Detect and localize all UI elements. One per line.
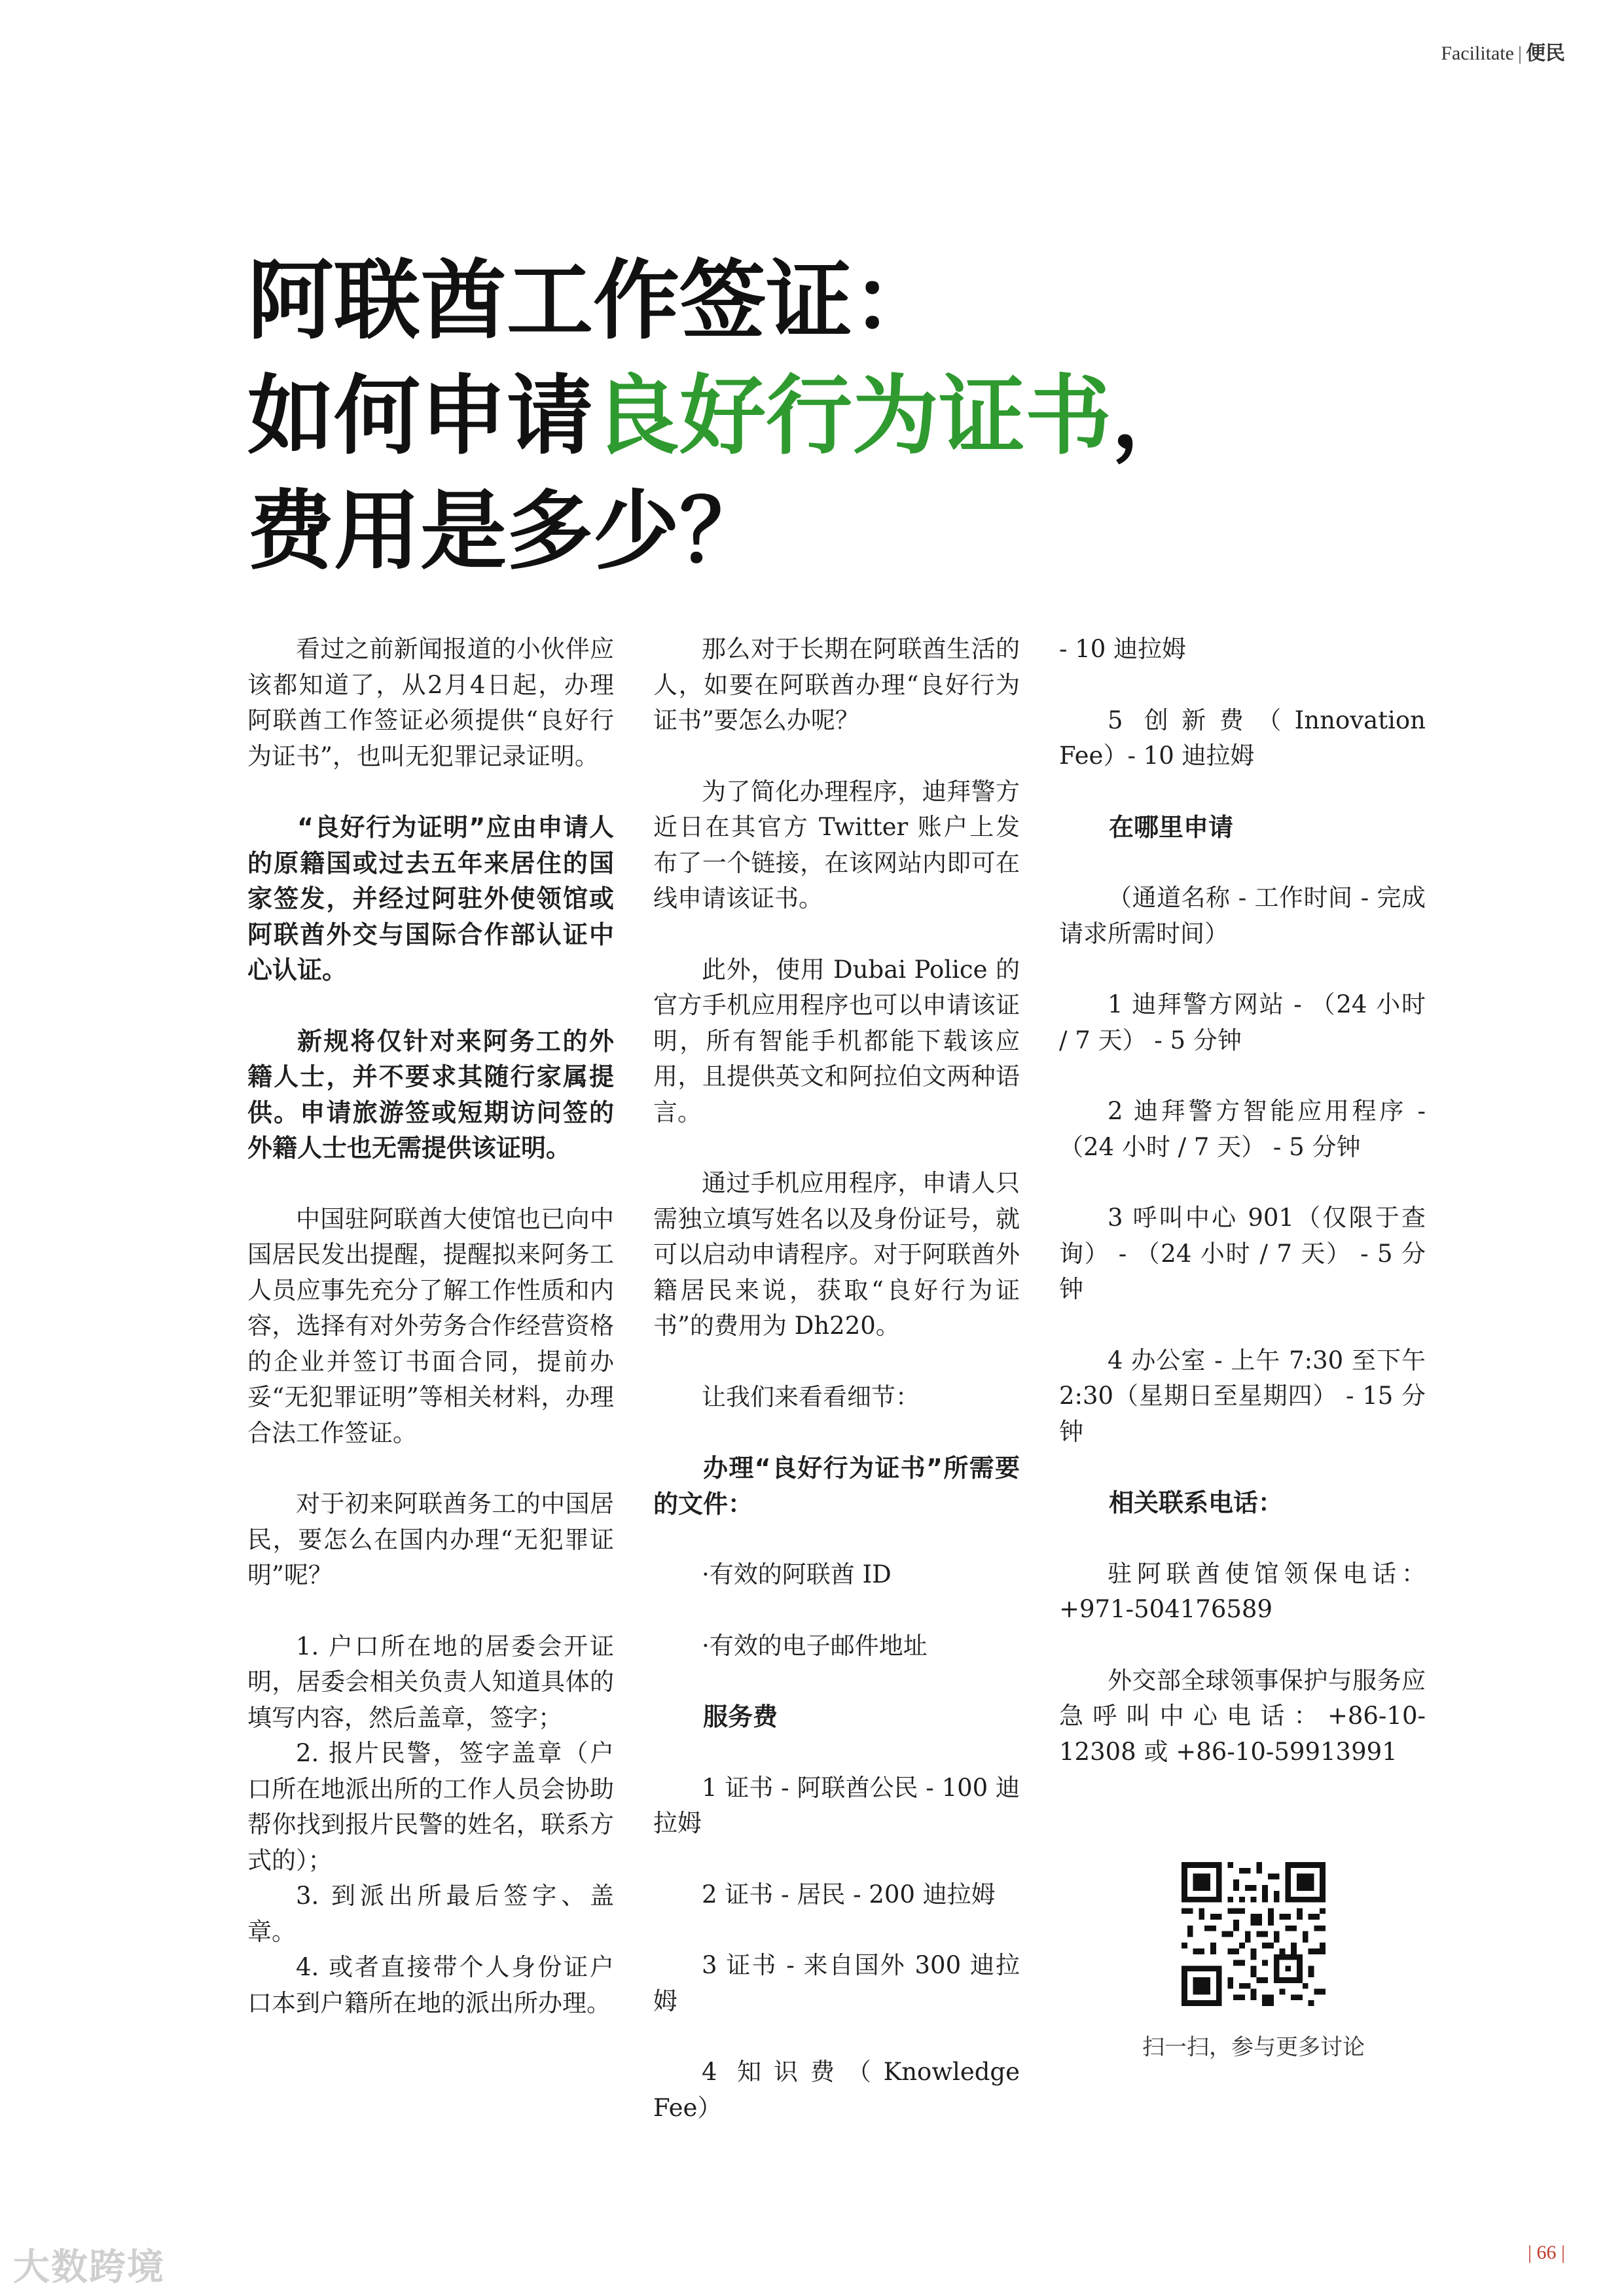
section-tag [1441,37,1565,65]
article-title [247,243,1198,589]
fee-item: 4 知识费（Knowledge Fee） [653,2058,1020,2122]
list-item: 1. 户口所在地的居委会开证明，居委会相关负责人知道具体的填写内容，然后盖章，签字； [247,1632,614,1732]
list-item: 3. 到派出所最后签字、盖章。 [247,1882,614,1946]
contact-item: 驻阿联酋使馆领保电话：+971-504176589 [1059,1559,1426,1623]
qr-caption: 扫一扫，参与更多讨论 [1142,2034,1365,2060]
fee-item: 5 创新费（Innovation Fee）- 10 迪拉姆 [1059,706,1426,770]
bold-paragraph: “良好行为证明”应由申请人的原籍国或过去五年来居住的国家签发，并经过阿驻外使领馆或阿联酋外交与国际合作部认证中心认证。 [247,813,614,984]
fee-item-continued: - 10 迪拉姆 [1059,635,1187,663]
title-line-2-pre: 如何申请 [247,366,593,467]
list-item: 4. 或者直接带个人身份证户口本到户籍所在地的派出所办理。 [247,1953,614,2017]
paragraph: 为了简化办理程序，迪拜警方近日在其官方 Twitter 账户上发布了一个链接，在该网站内即可在线申请该证书。 [653,777,1020,912]
title-highlight: 良好行为证书 [593,366,1111,467]
subheading-where: 在哪里申请 [1109,812,1234,842]
list-item: ·有效的电子邮件地址 [702,1631,928,1660]
contact-item: 外交部全球领事保护与服务应急呼叫中心电话：+86-10-12308 或 +86-10-59913991 [1059,1666,1426,1766]
page-number: | 66 | [1527,2242,1565,2263]
channel-item: 2 迪拜警方智能应用程序 - （24 小时 / 7 天） - 5 分钟 [1059,1097,1426,1161]
title-line-2 [247,359,1198,474]
list-item: ·有效的阿联酋 ID [702,1560,892,1588]
column-3 [1059,632,1426,1805]
channel-item: 3 呼叫中心 901（仅限于查询） - （24 小时 / 7 天） - 5 分钟 [1059,1204,1426,1303]
title-line-1: 阿联酋工作签证： [247,251,939,351]
column-2 [653,632,1020,2126]
subheading-fees: 服务费 [703,1702,778,1731]
paragraph: 此外，使用 Dubai Police 的官方手机应用程序也可以申请该证明，所有智能手机都能下载该应用，且提供英文和阿拉伯文两种语言。 [653,955,1020,1126]
section-tag-cn: 便民 [1526,42,1565,65]
title-line-2-post: ， [1111,366,1198,467]
channel-item: 1 迪拜警方网站 - （24 小时 / 7 天） - 5 分钟 [1059,990,1426,1054]
channel-item: 4 办公室 - 上午 7:30 至下午 2:30（星期日至星期四） - 15 分钟 [1059,1346,1426,1446]
paragraph: 通过手机应用程序，申请人只需独立填写姓名以及身份证号，就可以启动申请程序。对于阿联酋外籍居民来说，获取“良好行为证书”的费用为 Dh220。 [653,1169,1020,1340]
paragraph: 那么对于长期在阿联酋生活的人，如要在阿联酋办理“良好行为证书”要怎么办呢？ [653,635,1020,734]
paragraph: 看过之前新闻报道的小伙伴应该都知道了，从2月4日起，办理阿联酋工作签证必须提供“良好行为证书”，也叫无犯罪记录证明。 [247,635,614,770]
qr-code[interactable] [1182,1862,1326,2006]
list-item: 2. 报片民警，签字盖章（户口所在地派出所的工作人员会协助帮你找到报片民警的姓名，联系方式的）； [247,1739,614,1874]
watermark: 大数跨境 [13,2246,165,2289]
paragraph: （通道名称 - 工作时间 - 完成请求所需时间） [1059,884,1426,948]
paragraph: 让我们来看看细节： [702,1382,920,1411]
title-line-3: 费用是多少？ [247,481,766,582]
paragraph: 中国驻阿联酋大使馆也已向中国居民发出提醒，提醒拟来阿务工人员应事先充分了解工作性质和内容，选择有对外劳务合作经营资格的企业并签订书面合同，提前办妥“无犯罪证明”等相关材料，办理合法工作签证。 [247,1204,614,1447]
fee-item: 1 证书 - 阿联酋公民 - 100 迪拉姆 [653,1773,1020,1837]
bold-paragraph: 新规将仅针对来阿务工的外籍人士，并不要求其随行家属提供。申请旅游签或短期访问签的外籍人士也无需提供该证明。 [247,1026,614,1162]
fee-item: 2 证书 - 居民 - 200 迪拉姆 [702,1880,996,1909]
subheading-contacts: 相关联系电话： [1109,1488,1284,1517]
column-1 [247,632,614,2021]
fee-item: 3 证书 - 来自国外 300 迪拉姆 [653,1951,1020,2015]
paragraph: 对于初来阿联酋务工的中国居民，要怎么在国内办理“无犯罪证明”呢？ [247,1490,614,1589]
page-number-value: 66 [1536,2242,1557,2263]
section-tag-en: Facilitate [1441,43,1514,64]
section-tag-separator: | [1517,43,1522,64]
subheading-documents: 办理“良好行为证书”所需要的文件： [653,1454,1020,1518]
